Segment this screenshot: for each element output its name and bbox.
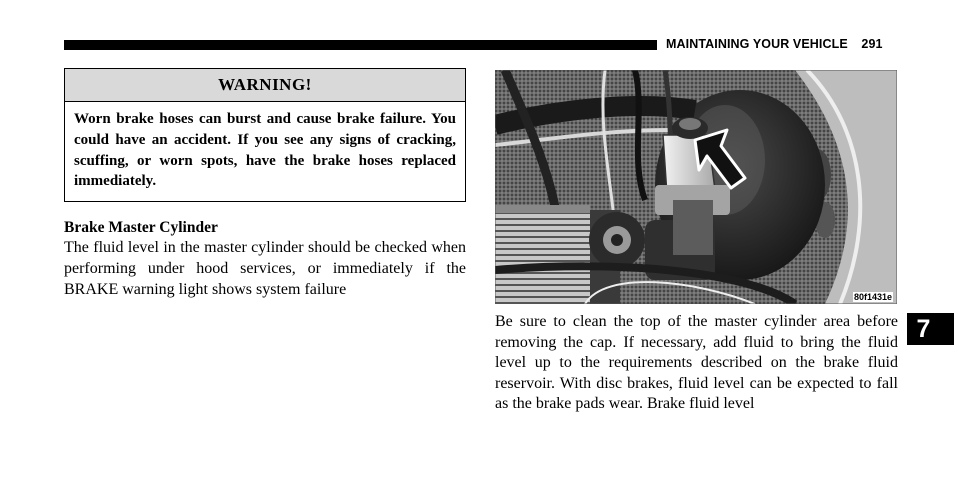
cleaning-instructions-text: Be sure to clean the top of the master cylinder area before removing the cap. If necessary, add fluid to bring the fluid level up to the requirements described on the brake fluid reservoir. With disc brakes, fluid level can be expected to fall as the brake pads wear. Brake fluid level bbox=[495, 313, 898, 412]
warning-box bbox=[64, 68, 466, 202]
header-rule bbox=[64, 40, 657, 50]
page-number: 291 bbox=[861, 37, 883, 51]
section-body-text: The fluid level in the master cylinder should be checked when performing under hood services, or immediately if the BRAKE warning light shows system failure bbox=[64, 239, 466, 298]
figure-code: 80f1431e bbox=[854, 292, 893, 302]
warning-title: WARNING! bbox=[65, 69, 465, 102]
warning-text: Worn brake hoses can burst and cause brake failure. You could have an accident. If you see any signs of cracking, scuffing, or worn spots, have the brake hoses replaced immediately. bbox=[74, 111, 456, 190]
engine-bay-photo bbox=[495, 70, 897, 304]
running-header bbox=[666, 37, 883, 51]
section-heading: Brake Master Cylinder bbox=[64, 219, 218, 236]
chapter-tab: 7 bbox=[907, 313, 954, 345]
header-section-title: MAINTAINING YOUR VEHICLE bbox=[666, 37, 848, 51]
